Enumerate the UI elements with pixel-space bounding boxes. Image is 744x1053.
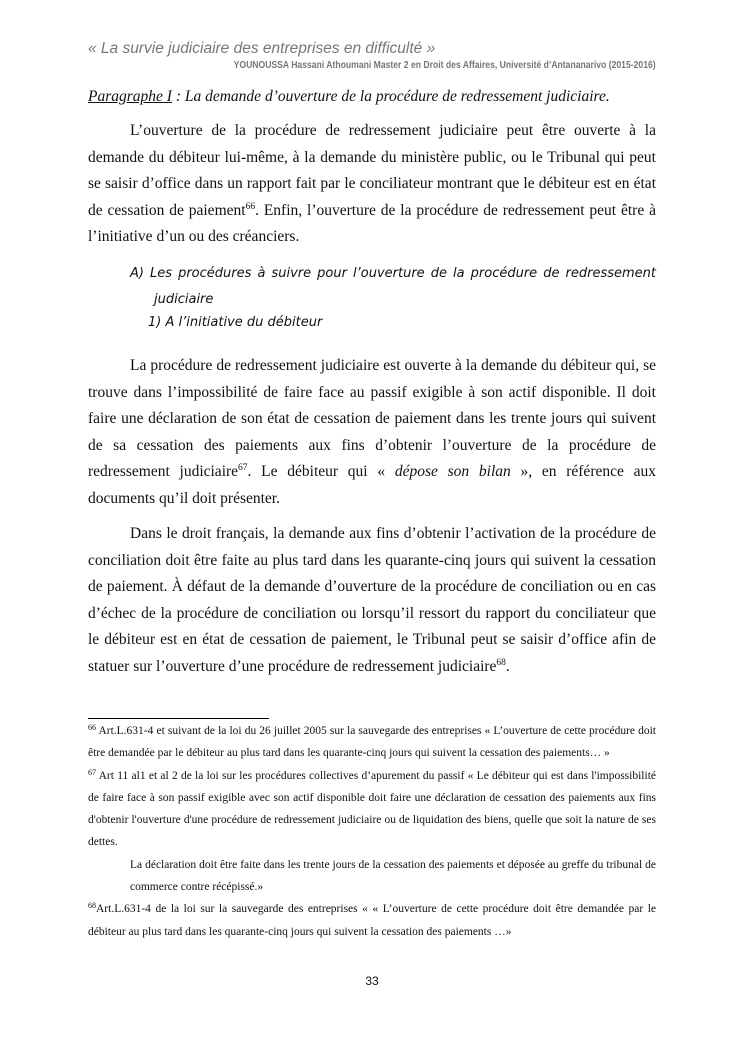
heading-word: Les <box>150 266 173 281</box>
footnote-text: Art.L.631-4 de la loi sur la sauvegarde des entreprises « « L’ouverture de cette procédure doit être demandée par le débiteur au plus tard dans les quarante-cinq jours qui suivent la cessation des paiements …» <box>88 903 656 938</box>
body-text: L’ouverture de la procédure de redressement judiciaire peut être ouverte à la demande du débiteur lui-même, à la demande du ministère public, ou le Tribunal qui peut se saisir d’office dans un rapport fait par le conciliateur montrant que le débiteur est en état de cessation de paiement <box>88 122 656 219</box>
footnote-number: 68 <box>88 901 96 911</box>
section-a-line-2: judiciaire <box>154 292 214 307</box>
footnote-68 <box>88 898 656 943</box>
footnote-separator <box>88 718 269 719</box>
paragraph-heading-prefix: Paragraphe I <box>88 88 172 105</box>
section-a-label: A) <box>130 266 144 281</box>
emphasis-text: dépose son bilan <box>394 463 511 480</box>
subsection-1-heading: 1) A l’initiative du débiteur <box>148 315 323 330</box>
body-text: Dans le droit français, la demande aux fins d’obtenir l’activation de la procédure de conciliation doit être faite au plus tard dans les quarante-cinq jours qui suivent la cessation de paiement. À défaut de la demande d’ouverture de la procédure de conciliation ou en cas d’échec de la procédure de conciliation ou lorsqu’il ressort du rapport du conciliateur que le débiteur est en état de cessation de paiement, le Tribunal peut se saisir d’office afin de statuer sur l’ouverture d’une procédure de redressement judiciaire <box>88 525 656 675</box>
body-text: », en référence aux documents qu’il doit présenter. <box>88 463 656 507</box>
heading-word: l’ouverture <box>353 266 425 281</box>
footnote-66 <box>88 720 656 765</box>
footnote-text: Art 11 al1 et al 2 de la loi sur les procédures collectives d’apurement du passif « Le débiteur qui est dans l'impossibilité de faire face à son passif exigible avec son actif disponible doit faire une déclaration de cessation des paiements aux fins d'obtenir l'ouverture d'une procédure de redressement judiciaire ou de liquidation des biens, quelle que soit la nature de ses dettes. <box>88 769 656 849</box>
heading-word: suivre <box>271 266 312 281</box>
paragraph-heading-text: : La demande d’ouverture de la procédure de redressement judiciaire. <box>171 88 610 105</box>
paragraph-heading <box>88 88 610 106</box>
body-text: La procédure de redressement judiciaire est ouverte à la demande du débiteur qui, se trouve dans l’impossibilité de faire face au passif exigible à son actif disponible. Il doit faire une déclaration de son état de cessation de paiement dans les trente jours qui suivent de sa cessation des paiements aux fins d’obtenir l’ouverture de la procédure de redressement judiciaire <box>88 357 656 480</box>
heading-word: de <box>543 266 560 281</box>
footnote-ref-67[interactable]: 67 <box>238 463 248 473</box>
footnote-text: Art.L.631-4 et suivant de la loi du 26 juillet 2005 sur la sauvegarde des entreprises « L’ouverture de cette procédure doit être demandée par le débiteur au plus tard dans les quarante-cinq jours qui suivent la cessation des paiements… » <box>88 725 656 760</box>
footnote-ref-68[interactable]: 68 <box>496 657 506 668</box>
running-header-author: YOUNOUSSA Hassani Athoumani Master 2 en Droit des Affaires, Université d’Antananarivo (2015-2016) <box>233 59 656 71</box>
heading-word: procédure <box>470 266 538 281</box>
section-a-heading <box>130 261 656 313</box>
page-number: 33 <box>365 974 379 988</box>
footnotes <box>88 720 656 943</box>
heading-word: redressement <box>565 266 656 281</box>
footnote-ref-66[interactable]: 66 <box>245 201 256 212</box>
body-text: . Le débiteur qui « <box>247 463 395 480</box>
footnote-number: 67 <box>88 767 96 777</box>
heading-word: de <box>430 266 447 281</box>
heading-word: à <box>257 266 266 281</box>
body-text: . <box>505 657 510 675</box>
heading-word: pour <box>317 266 347 281</box>
heading-word: la <box>453 266 465 281</box>
footnote-number: 66 <box>88 723 96 732</box>
footnote-67 <box>88 765 656 854</box>
running-header-title: « La survie judiciaire des entreprises en difficulté » <box>88 40 436 57</box>
body-paragraph-1 <box>88 118 656 251</box>
footnote-67-continued: La déclaration doit être faite dans les trente jours de la cessation des paiements et déposée au greffe du tribunal de commerce contre récépissé.» <box>130 858 656 894</box>
heading-word: procédures <box>178 266 252 281</box>
body-paragraph-3 <box>88 521 656 680</box>
body-text: . Enfin, l’ouverture de la procédure de redressement peut être à l’initiative d’un ou des créanciers. <box>88 201 656 245</box>
body-paragraph-2 <box>88 353 656 512</box>
